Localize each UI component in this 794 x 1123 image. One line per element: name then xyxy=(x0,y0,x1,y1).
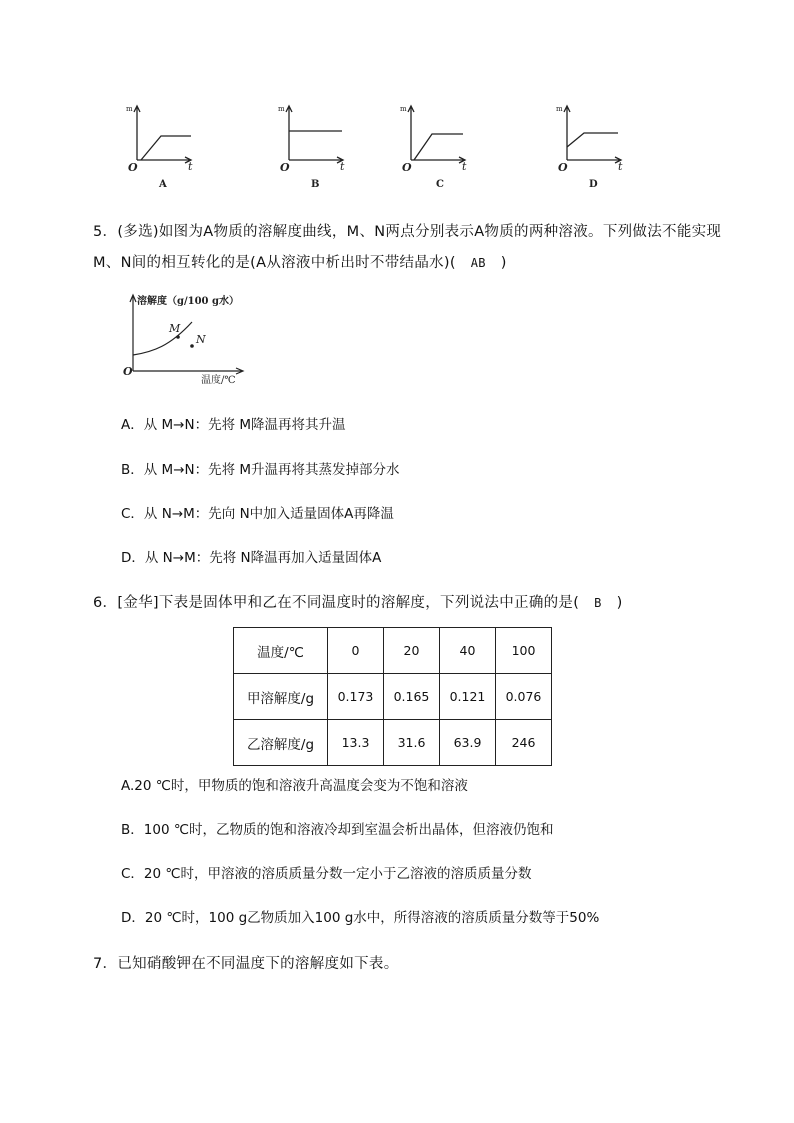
graph-a-ylabel: m xyxy=(126,105,133,113)
table-cell: 温度/℃ xyxy=(234,628,328,674)
fig-ylabel: 溶解度（g/100 g水） xyxy=(137,296,239,307)
q5-option-c: C．从 N→M：先向 N中加入适量固体A再降温 xyxy=(121,506,394,522)
table-cell: 0.165 xyxy=(384,674,440,720)
option-graphs xyxy=(0,95,794,195)
solubility-table xyxy=(233,627,552,766)
q5-stem-line2 xyxy=(93,251,507,272)
graph-d-xlabel: t xyxy=(618,160,623,173)
table-cell: 40 xyxy=(440,628,496,674)
table-cell: 63.9 xyxy=(440,720,496,766)
point-n xyxy=(190,344,194,348)
graph-d-ylabel: m xyxy=(556,105,563,113)
graph-c-letter: C xyxy=(436,179,444,190)
q6-answer: B xyxy=(594,596,602,610)
graph-b-xlabel: t xyxy=(340,160,345,173)
graph-a-xlabel: t xyxy=(188,160,193,173)
table-cell: 13.3 xyxy=(328,720,384,766)
graph-d-letter: D xyxy=(589,179,598,190)
q6-option-b: B．100 ℃时，乙物质的饱和溶液冷却到室温会析出晶体，但溶液仍饱和 xyxy=(121,822,554,838)
table-cell: 31.6 xyxy=(384,720,440,766)
fig-label-n: N xyxy=(196,333,206,346)
graph-a xyxy=(134,106,191,163)
table-cell: 0.121 xyxy=(440,674,496,720)
fig-label-m: M xyxy=(169,322,181,335)
q5-option-a: A．从 M→N：先将 M降温再将其升温 xyxy=(121,417,346,433)
q6-close-paren: ) xyxy=(616,595,623,611)
graph-c xyxy=(408,106,465,163)
table-cell: 246 xyxy=(496,720,552,766)
graph-c-origin: O xyxy=(402,161,412,174)
graph-d xyxy=(564,106,621,163)
table-cell: 乙溶解度/g xyxy=(234,720,328,766)
q5-stem-line1: 5．(多选)如图为A物质的溶解度曲线，M、N两点分别表示A物质的两种溶液。下列做法不能实现 xyxy=(93,224,722,240)
graph-b xyxy=(286,106,343,163)
q6-option-c: C．20 ℃时，甲溶液的溶质质量分数一定小于乙溶液的溶质质量分数 xyxy=(121,866,532,882)
q6-option-a: A.20 ℃时，甲物质的饱和溶液升高温度会变为不饱和溶液 xyxy=(121,778,468,794)
table-row xyxy=(234,720,552,766)
graph-a-letter: A xyxy=(159,179,167,190)
q5-option-d: D．从 N→M：先将 N降温再加入适量固体A xyxy=(121,550,382,566)
graph-b-origin: O xyxy=(280,161,290,174)
table-cell: 20 xyxy=(384,628,440,674)
solubility-curve-figure xyxy=(115,290,255,390)
table-cell: 0.173 xyxy=(328,674,384,720)
fig-xlabel: 温度/℃ xyxy=(201,375,236,386)
q7-stem: 7．已知硝酸钾在不同温度下的溶解度如下表。 xyxy=(93,956,399,972)
graph-d-origin: O xyxy=(558,161,568,174)
q6-option-d: D．20 ℃时，100 g乙物质加入100 g水中，所得溶液的溶质质量分数等于50% xyxy=(121,910,600,926)
table-cell: 100 xyxy=(496,628,552,674)
graph-a-origin: O xyxy=(128,161,138,174)
q5-option-b: B．从 M→N：先将 M升温再将其蒸发掉部分水 xyxy=(121,462,400,478)
table-cell: 0 xyxy=(328,628,384,674)
graph-c-xlabel: t xyxy=(462,160,467,173)
q6-stem-text: 6．[金华]下表是固体甲和乙在不同温度时的溶解度，下列说法中正确的是( xyxy=(93,595,580,611)
point-m xyxy=(176,335,180,339)
q5-stem-text: M、N间的相互转化的是(A从溶液中析出时不带结晶水)( xyxy=(93,255,456,271)
table-header-row xyxy=(234,628,552,674)
table-cell: 甲溶解度/g xyxy=(234,674,328,720)
graph-c-ylabel: m xyxy=(400,105,407,113)
table-cell: 0.076 xyxy=(496,674,552,720)
fig-origin: O xyxy=(123,365,133,378)
graph-b-letter: B xyxy=(311,179,320,190)
table-row xyxy=(234,674,552,720)
q6-stem-line xyxy=(93,591,623,612)
q5-close-paren: ) xyxy=(500,255,507,271)
graph-b-ylabel: m xyxy=(278,105,285,113)
q5-answer: AB xyxy=(470,256,486,270)
